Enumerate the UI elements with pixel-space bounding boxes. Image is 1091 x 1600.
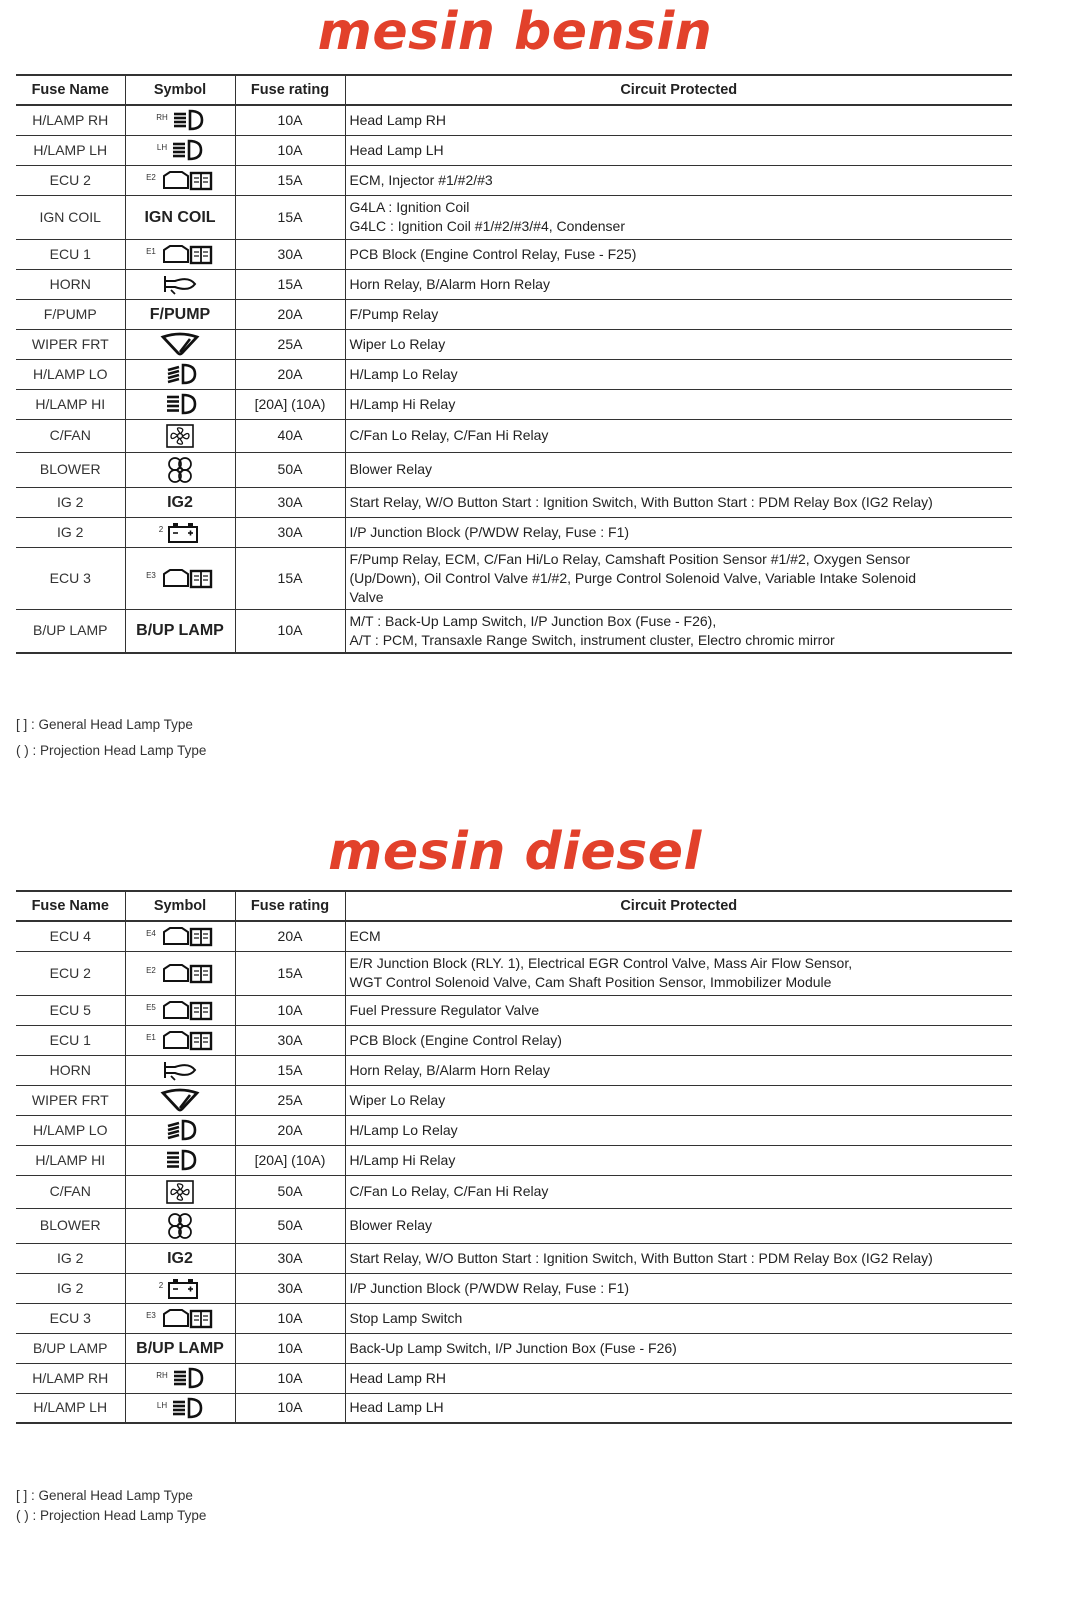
note-projection-head-lamp: ( ) : Projection Head Lamp Type: [16, 1508, 207, 1523]
fuse-name-cell: BLOWER: [16, 452, 125, 487]
symbol-cell: [125, 995, 235, 1025]
circuit-line: Blower Relay: [349, 461, 432, 477]
symbol-cell: [125, 517, 235, 547]
circuit-cell: [345, 921, 1012, 951]
circuit-line: Horn Relay, B/Alarm Horn Relay: [349, 1061, 550, 1078]
circuit-line: F/Pump Relay: [349, 305, 439, 322]
engine-ecu-icon: [158, 927, 214, 944]
fuse-name-cell: F/PUMP: [16, 299, 125, 329]
circuit-line: ECM: [349, 927, 381, 944]
fuse-name-cell: ECU 1: [16, 1025, 125, 1055]
circuit-cell: [345, 1025, 1012, 1055]
wiper-icon: [160, 335, 200, 352]
symbol-cell: [125, 195, 235, 239]
symbol-text: B/UP LAMP: [136, 1339, 224, 1357]
circuit-cell: [345, 547, 1012, 609]
circuit-cell: [345, 1085, 1012, 1115]
circuit-line: Head Lamp RH: [349, 1369, 446, 1386]
symbol-subscript: LH: [156, 143, 168, 152]
blower-icon: [163, 1217, 197, 1234]
circuit-line: G4LC : Ignition Coil #1/#2/#3/#4, Condenser: [349, 218, 626, 234]
symbol-cell: [125, 105, 235, 135]
circuit-line: Fuel Pressure Regulator Valve: [349, 1001, 540, 1018]
fuse-name-cell: B/UP LAMP: [16, 1333, 125, 1363]
fuse-rating-cell: 25A: [235, 329, 345, 359]
fuse-rating-cell: 30A: [235, 1025, 345, 1055]
table-row: [16, 1273, 1012, 1303]
symbol-cell: [125, 269, 235, 299]
fuse-name-cell: C/FAN: [16, 419, 125, 452]
fuse-name-cell: B/UP LAMP: [16, 609, 125, 653]
circuit-cell: [345, 195, 1012, 239]
symbol-cell: [125, 1115, 235, 1145]
circuit-cell: [345, 1208, 1012, 1243]
diesel-title: mesin diesel: [328, 822, 702, 882]
header-fuse-rating: Fuse rating: [235, 891, 345, 921]
fuse-rating-cell: 10A: [235, 1393, 345, 1423]
fuse-rating-cell: 50A: [235, 452, 345, 487]
symbol-cell: [125, 135, 235, 165]
symbol-text: IGN COIL: [144, 208, 216, 226]
circuit-line: Head Lamp RH: [349, 111, 446, 128]
circuit-line: Head Lamp LH: [349, 1399, 444, 1416]
table-row: [16, 609, 1012, 653]
header-symbol: Symbol: [125, 891, 235, 921]
circuit-line: C/Fan Lo Relay, C/Fan Hi Relay: [349, 1183, 549, 1199]
circuit-cell: [345, 1303, 1012, 1333]
engine-ecu-icon: [158, 245, 214, 262]
symbol-subscript: RH: [156, 113, 168, 123]
fuse-name-cell: HORN: [16, 269, 125, 299]
circuit-cell: [345, 452, 1012, 487]
fuse-rating-cell: 15A: [235, 165, 345, 195]
fuse-rating-cell: 10A: [235, 609, 345, 653]
fuse-name-cell: IGN COIL: [16, 195, 125, 239]
table-row: [16, 547, 1012, 609]
circuit-cell: [345, 951, 1012, 995]
fuse-rating-cell: [20A] (10A): [235, 389, 345, 419]
circuit-cell: [345, 239, 1012, 269]
table-row: [16, 1333, 1012, 1363]
circuit-cell: [345, 609, 1012, 653]
table-row: [16, 195, 1012, 239]
header-symbol: Symbol: [125, 75, 235, 105]
cooling-fan-icon: [163, 427, 197, 444]
circuit-cell: [345, 517, 1012, 547]
circuit-cell: [345, 419, 1012, 452]
circuit-cell: [345, 1145, 1012, 1175]
headlamp-icon: [169, 1399, 203, 1416]
symbol-subscript: E2: [146, 966, 156, 975]
circuit-line: PCB Block (Engine Control Relay): [349, 1031, 562, 1048]
petrol-notes: [16, 712, 206, 764]
fuse-name-cell: H/LAMP HI: [16, 1145, 125, 1175]
circuit-cell: [345, 165, 1012, 195]
fuse-rating-cell: 10A: [235, 1333, 345, 1363]
table-row: [16, 1208, 1012, 1243]
circuit-line: H/Lamp Hi Relay: [349, 1151, 456, 1168]
symbol-cell: [125, 951, 235, 995]
horn-icon: [161, 1061, 199, 1078]
symbol-subscript: E4: [146, 929, 156, 939]
fuse-rating-cell: 50A: [235, 1175, 345, 1208]
table-row: [16, 1243, 1012, 1273]
table-row: [16, 269, 1012, 299]
fuse-rating-cell: 10A: [235, 135, 345, 165]
symbol-subscript: 2: [158, 525, 164, 534]
fuse-rating-cell: 20A: [235, 921, 345, 951]
circuit-line: Head Lamp LH: [349, 141, 444, 158]
highbeam-icon: [163, 1151, 197, 1168]
circuit-line: Wiper Lo Relay: [349, 335, 446, 352]
fuse-rating-cell: 30A: [235, 1273, 345, 1303]
circuit-line: Start Relay, W/O Button Start : Ignition Switch, With Button Start : PDM Relay Box (IG2 Relay): [349, 1249, 933, 1266]
circuit-line: PCB Block (Engine Control Relay, Fuse - F25): [349, 245, 637, 262]
wiper-icon: [160, 1091, 200, 1108]
table-row: [16, 1303, 1012, 1333]
circuit-line: C/Fan Lo Relay, C/Fan Hi Relay: [349, 427, 549, 443]
table-row: [16, 105, 1012, 135]
horn-icon: [161, 275, 199, 292]
circuit-cell: [345, 105, 1012, 135]
symbol-text: IG2: [167, 493, 193, 511]
fuse-rating-cell: 10A: [235, 105, 345, 135]
circuit-cell: [345, 1055, 1012, 1085]
fuse-rating-cell: 25A: [235, 1085, 345, 1115]
circuit-line: M/T : Back-Up Lamp Switch, I/P Junction Box (Fuse - F26),: [349, 612, 717, 629]
table-row: [16, 1025, 1012, 1055]
circuit-cell: [345, 329, 1012, 359]
table-row: [16, 239, 1012, 269]
symbol-cell: [125, 1175, 235, 1208]
circuit-line: WGT Control Solenoid Valve, Cam Shaft Position Sensor, Immobilizer Module: [349, 974, 832, 990]
fuse-rating-cell: 10A: [235, 995, 345, 1025]
fuse-name-cell: H/LAMP LH: [16, 1393, 125, 1423]
note-projection-head-lamp: ( ) : Projection Head Lamp Type: [16, 743, 207, 758]
table-row: [16, 1085, 1012, 1115]
fuse-name-cell: ECU 3: [16, 1303, 125, 1333]
fuse-rating-cell: 30A: [235, 239, 345, 269]
fuse-name-cell: H/LAMP RH: [16, 1363, 125, 1393]
circuit-cell: [345, 389, 1012, 419]
table-row: [16, 951, 1012, 995]
circuit-line: E/R Junction Block (RLY. 1), Electrical EGR Control Valve, Mass Air Flow Sensor,: [349, 955, 853, 971]
circuit-cell: [345, 1393, 1012, 1423]
table-row: [16, 299, 1012, 329]
circuit-cell: [345, 269, 1012, 299]
circuit-cell: [345, 1333, 1012, 1363]
fuse-name-cell: H/LAMP HI: [16, 389, 125, 419]
symbol-subscript: 2: [158, 1281, 164, 1290]
symbol-cell: [125, 165, 235, 195]
header-circuit-protected: Circuit Protected: [345, 891, 1012, 921]
headlamp-icon: [170, 1369, 204, 1386]
fuse-name-cell: H/LAMP LO: [16, 359, 125, 389]
circuit-line: Back-Up Lamp Switch, I/P Junction Box (Fuse - F26): [349, 1339, 677, 1356]
circuit-cell: [345, 1363, 1012, 1393]
fuse-rating-cell: 30A: [235, 487, 345, 517]
table-row: [16, 389, 1012, 419]
table-row: [16, 1175, 1012, 1208]
fuse-rating-cell: [20A] (10A): [235, 1145, 345, 1175]
headlamp-icon: [170, 111, 204, 128]
fuse-rating-cell: 50A: [235, 1208, 345, 1243]
engine-ecu-icon: [158, 1031, 214, 1048]
fuse-rating-cell: 20A: [235, 359, 345, 389]
symbol-cell: [125, 359, 235, 389]
symbol-subscript: E5: [146, 1003, 156, 1012]
circuit-line: Horn Relay, B/Alarm Horn Relay: [349, 275, 550, 292]
battery-icon: [165, 1279, 201, 1296]
circuit-line: Valve: [349, 588, 384, 605]
fuse-name-cell: ECU 1: [16, 239, 125, 269]
table-row: [16, 452, 1012, 487]
circuit-cell: [345, 299, 1012, 329]
symbol-subscript: E1: [146, 247, 156, 256]
circuit-cell: [345, 995, 1012, 1025]
note-general-head-lamp: [ ] : General Head Lamp Type: [16, 717, 193, 732]
symbol-cell: [125, 1333, 235, 1363]
header-fuse-name: Fuse Name: [16, 75, 125, 105]
fuse-name-cell: H/LAMP LH: [16, 135, 125, 165]
fuse-rating-cell: 15A: [235, 547, 345, 609]
engine-ecu-icon: [158, 1001, 214, 1018]
fuse-name-cell: ECU 3: [16, 547, 125, 609]
petrol-title: mesin bensin: [317, 2, 713, 62]
fuse-name-cell: WIPER FRT: [16, 329, 125, 359]
circuit-line: I/P Junction Block (P/WDW Relay, Fuse : F1): [349, 523, 630, 540]
lowbeam-icon: [163, 365, 197, 382]
circuit-line: ECM, Injector #1/#2/#3: [349, 171, 493, 188]
fuse-rating-cell: 30A: [235, 1243, 345, 1273]
fuse-rating-cell: 20A: [235, 299, 345, 329]
table-row: [16, 135, 1012, 165]
circuit-cell: [345, 487, 1012, 517]
fuse-name-cell: ECU 2: [16, 951, 125, 995]
fuse-name-cell: IG 2: [16, 517, 125, 547]
symbol-cell: [125, 921, 235, 951]
symbol-text: IG2: [167, 1249, 193, 1267]
table-row: [16, 419, 1012, 452]
fuse-name-cell: IG 2: [16, 1243, 125, 1273]
symbol-subscript: RH: [156, 1371, 168, 1380]
symbol-cell: [125, 1085, 235, 1115]
circuit-line: (Up/Down), Oil Control Valve #1/#2, Purge Control Solenoid Valve, Variable Intake Solenoid: [349, 569, 917, 586]
diesel-fuse-table: [16, 890, 1012, 1424]
fuse-rating-cell: 15A: [235, 269, 345, 299]
symbol-cell: [125, 239, 235, 269]
circuit-line: G4LA : Ignition Coil: [349, 199, 470, 215]
engine-ecu-icon: [158, 171, 214, 188]
circuit-line: H/Lamp Lo Relay: [349, 1121, 458, 1138]
battery-icon: [165, 523, 201, 540]
circuit-cell: [345, 135, 1012, 165]
fuse-name-cell: ECU 2: [16, 165, 125, 195]
table-row: [16, 921, 1012, 951]
lowbeam-icon: [163, 1121, 197, 1138]
fuse-name-cell: IG 2: [16, 1273, 125, 1303]
fuse-name-cell: WIPER FRT: [16, 1085, 125, 1115]
circuit-cell: [345, 1115, 1012, 1145]
symbol-cell: [125, 299, 235, 329]
circuit-line: A/T : PCM, Transaxle Range Switch, instrument cluster, Electro chromic mirror: [349, 631, 835, 648]
table-row: [16, 517, 1012, 547]
fuse-name-cell: H/LAMP LO: [16, 1115, 125, 1145]
header-circuit-protected: Circuit Protected: [345, 75, 1012, 105]
symbol-cell: [125, 1243, 235, 1273]
note-general-head-lamp: [ ] : General Head Lamp Type: [16, 1488, 193, 1503]
table-row: [16, 359, 1012, 389]
table-row: [16, 1393, 1012, 1423]
circuit-line: Stop Lamp Switch: [349, 1309, 463, 1326]
circuit-line: Wiper Lo Relay: [349, 1091, 446, 1108]
fuse-rating-cell: 40A: [235, 419, 345, 452]
table-row: [16, 1055, 1012, 1085]
symbol-cell: [125, 1055, 235, 1085]
symbol-cell: [125, 609, 235, 653]
circuit-line: H/Lamp Lo Relay: [349, 365, 458, 382]
circuit-line: I/P Junction Block (P/WDW Relay, Fuse : F1): [349, 1279, 630, 1296]
fuse-name-cell: BLOWER: [16, 1208, 125, 1243]
header-fuse-name: Fuse Name: [16, 891, 125, 921]
fuse-rating-cell: 15A: [235, 1055, 345, 1085]
fuse-rating-cell: 15A: [235, 195, 345, 239]
symbol-cell: [125, 1025, 235, 1055]
symbol-cell: [125, 1273, 235, 1303]
symbol-subscript: E3: [146, 1311, 156, 1320]
fuse-name-cell: ECU 5: [16, 995, 125, 1025]
fuse-name-cell: IG 2: [16, 487, 125, 517]
fuse-name-cell: C/FAN: [16, 1175, 125, 1208]
symbol-cell: [125, 547, 235, 609]
fuse-rating-cell: 10A: [235, 1303, 345, 1333]
symbol-subscript: E2: [146, 173, 156, 182]
table-row: [16, 487, 1012, 517]
circuit-line: F/Pump Relay, ECM, C/Fan Hi/Lo Relay, Camshaft Position Sensor #1/#2, Oxygen Sensor: [349, 550, 910, 567]
symbol-text: B/UP LAMP: [136, 622, 224, 640]
table-row: [16, 165, 1012, 195]
fuse-rating-cell: 20A: [235, 1115, 345, 1145]
header-fuse-rating: Fuse rating: [235, 75, 345, 105]
circuit-cell: [345, 1175, 1012, 1208]
table-row: [16, 1363, 1012, 1393]
symbol-subscript: LH: [156, 1400, 168, 1410]
table-row: [16, 329, 1012, 359]
fuse-rating-cell: 15A: [235, 951, 345, 995]
engine-ecu-icon: [158, 964, 214, 981]
fuse-name-cell: ECU 4: [16, 921, 125, 951]
symbol-cell: [125, 419, 235, 452]
symbol-subscript: E1: [146, 1033, 156, 1042]
symbol-cell: [125, 1208, 235, 1243]
symbol-cell: [125, 329, 235, 359]
circuit-line: H/Lamp Hi Relay: [349, 395, 456, 412]
symbol-cell: [125, 1303, 235, 1333]
highbeam-icon: [163, 395, 197, 412]
blower-icon: [163, 461, 197, 478]
circuit-cell: [345, 359, 1012, 389]
circuit-line: Blower Relay: [349, 1217, 432, 1233]
table-row: [16, 995, 1012, 1025]
engine-ecu-icon: [158, 569, 214, 586]
circuit-cell: [345, 1243, 1012, 1273]
symbol-subscript: E3: [146, 571, 156, 580]
symbol-cell: [125, 1145, 235, 1175]
petrol-fuse-table: [16, 74, 1012, 654]
table-row: [16, 1145, 1012, 1175]
symbol-text: F/PUMP: [149, 305, 211, 323]
table-row: [16, 1115, 1012, 1145]
symbol-cell: [125, 389, 235, 419]
fuse-name-cell: H/LAMP RH: [16, 105, 125, 135]
fuse-name-cell: HORN: [16, 1055, 125, 1085]
symbol-cell: [125, 1363, 235, 1393]
circuit-cell: [345, 1273, 1012, 1303]
engine-ecu-icon: [158, 1309, 214, 1326]
headlamp-icon: [169, 141, 203, 158]
symbol-cell: [125, 452, 235, 487]
symbol-cell: [125, 487, 235, 517]
symbol-cell: [125, 1393, 235, 1423]
circuit-line: Start Relay, W/O Button Start : Ignition Switch, With Button Start : PDM Relay Box (IG2 Relay): [349, 493, 933, 510]
fuse-rating-cell: 30A: [235, 517, 345, 547]
fuse-rating-cell: 10A: [235, 1363, 345, 1393]
cooling-fan-icon: [163, 1183, 197, 1200]
diesel-notes: [16, 1486, 206, 1526]
